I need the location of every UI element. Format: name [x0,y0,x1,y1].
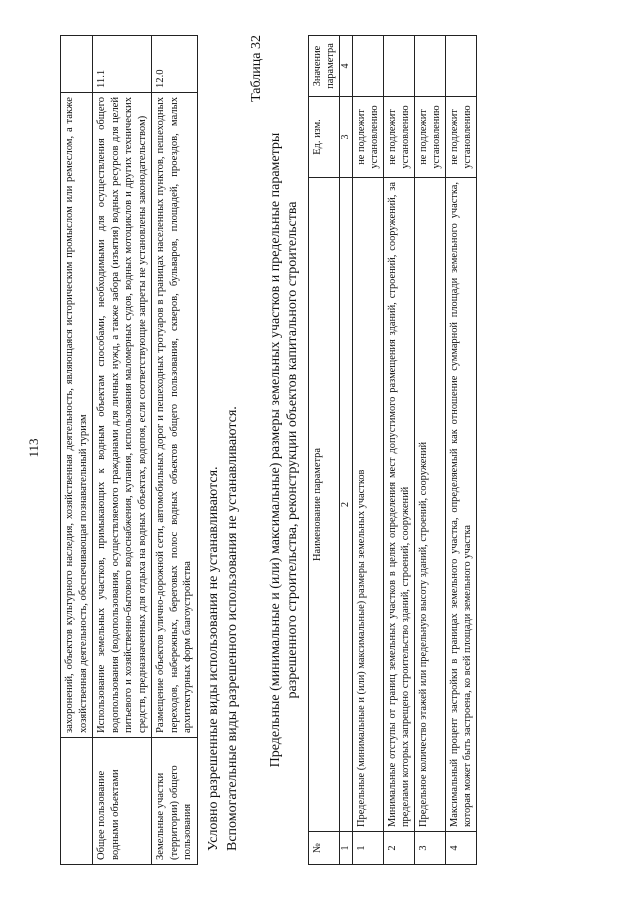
param-name-cell: Предельные (минимальные и (или) максимальные) размеры земельных участков [353,178,384,832]
value-cell [384,36,415,97]
column-number-cell: 4 [339,36,353,97]
header-cell: Значение параметра [308,36,339,97]
table-row [415,36,446,865]
table-header-row [308,36,339,865]
paragraphs [205,35,243,851]
param-name-cell: Минимальные отступы от границ земельных участков в целях определения мест допустимого размещения зданий, строений, сооружений, за пределами которых запрещено строительство зданий, строений, сооружений [384,178,415,832]
table-row [93,36,152,865]
column-number-cell: 1 [339,832,353,865]
use-name-cell [61,738,93,865]
value-cell [446,36,477,97]
table-row [152,36,198,865]
header-cell: Наименование параметра [308,178,339,832]
header-cell: № [308,832,339,865]
use-code-cell: 12.0 [152,36,198,93]
param-name-cell: Предельное количество этажей или предельную высоту зданий, строений, сооружений [415,178,446,832]
land-use-table [60,35,198,865]
use-description-cell: Размещение объектов улично-дорожной сети, автомобильных дорог и пешеходных тротуаров в границах населенных пунктов, пешеходных переходов, набережных, береговых полос водных объектов общего пользования, скверов, бульваров, площадей, проездов, малых архитектурных форм благоустройства [152,93,198,738]
unit-cell: не подлежит установлению [353,97,384,178]
param-name-cell: Максимальный процент застройки в границах земельного участка, определяемый как отношение суммарной площади земельного участка, которая может быть застроена, ко всей площади земельного участка [446,178,477,832]
table-row [446,36,477,865]
use-name-cell: Общее пользование водными объектами [93,738,152,865]
table-label: Таблица 32 [248,35,264,102]
use-description-cell: Использование земельных участков, примыкающих к водным объектам способами, необходимыми для осуществления общего водопользования (водопользования, осуществляемого гражданами для личных нужд, а также забора (изъятия) водных ресурсов для целей питьевого и хозяйственно-бытового водоснабжения, купания, использования маломерных судов, водных мотоциклов и других технических средств, предназначенных для отдыха на водных объектах, водопоя, если соответствующие запреты не установлены законодательством) [93,93,152,738]
auxiliary-uses-paragraph: Вспомогательные виды разрешенного использования не устанавливаются. [224,406,240,851]
table-row [61,36,93,865]
page-body [60,35,477,865]
use-name-cell: Земельные участки (территории) общего пользования [152,738,198,865]
value-cell [353,36,384,97]
unit-cell: не подлежит установлению [446,97,477,178]
column-number-row [339,36,353,865]
parameters-table [308,35,478,865]
row-number-cell: 2 [384,832,415,865]
unit-cell: не подлежит установлению [415,97,446,178]
use-description-cell: захоронений, объектов культурного наследия, хозяйственная деятельность, являющаяся историческим промыслом или ремеслом, а также хозяйственная деятельность, обеспечивающая познавательный туризм [61,93,93,738]
unit-cell: не подлежит установлению [384,97,415,178]
table-row [384,36,415,865]
column-number-cell: 3 [339,97,353,178]
table-title [267,35,302,865]
row-number-cell: 4 [446,832,477,865]
row-number-cell: 1 [353,832,384,865]
conditional-uses-paragraph: Условно разрешенные виды использования не устанавливаются. [205,466,221,851]
use-code-cell [61,36,93,93]
header-cell: Ед. изм. [308,97,339,178]
table-row [353,36,384,865]
value-cell [415,36,446,97]
page-number: 113 [26,438,41,458]
table-title-line: разрешенного строительства, реконструкции объектов капитального строительства [285,201,301,699]
column-number-cell: 2 [339,178,353,832]
table-title-line: Предельные (минимальные и (или) максимальные) размеры земельных участков и предельные параметры [267,132,283,768]
row-number-cell: 3 [415,832,446,865]
use-code-cell: 11.1 [93,36,152,93]
